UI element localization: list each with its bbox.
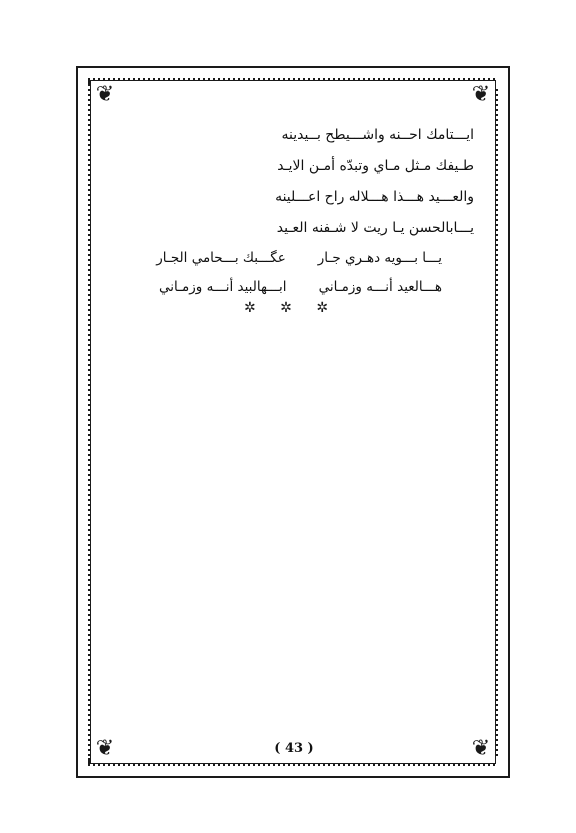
poem-couplet: [110, 273, 476, 302]
section-separator-stars: ✲ ✲ ✲: [243, 300, 339, 316]
couplet-second-hemistich: عگـــبك بـــحامي الجـار: [156, 250, 286, 266]
corner-ornament-icon: ❦: [95, 82, 115, 107]
corner-ornament-icon: ❦: [471, 82, 491, 107]
poem-line: ايـــتامك احــنه واشـــيطح بــيدينه: [281, 127, 474, 143]
poem-line: طـيفك مـثل مـاي وتبدّه أمـن الايـد: [277, 158, 474, 174]
corner-ornament-icon: ❦: [95, 736, 115, 761]
couplet-first-hemistich: هـــالعيد أنـــه وزمـاني: [318, 279, 442, 295]
poem-body: [110, 120, 476, 302]
corner-ornament-icon: ❦: [471, 736, 491, 761]
couplet-first-hemistich: يـــا بـــويه دهـري جـار: [317, 250, 442, 266]
page-number: ( 43 ): [274, 741, 314, 756]
poem-line: يـــابالحسن يـا ريت لا شـفنه العـيد: [276, 220, 474, 236]
couplet-second-hemistich: ابـــهالبيد أنـــه وزمـاني: [158, 279, 287, 295]
poem-line: والعـــيد هـــذا هـــلاله راح اعـــلينه: [275, 189, 474, 205]
poem-couplet: [110, 244, 476, 273]
